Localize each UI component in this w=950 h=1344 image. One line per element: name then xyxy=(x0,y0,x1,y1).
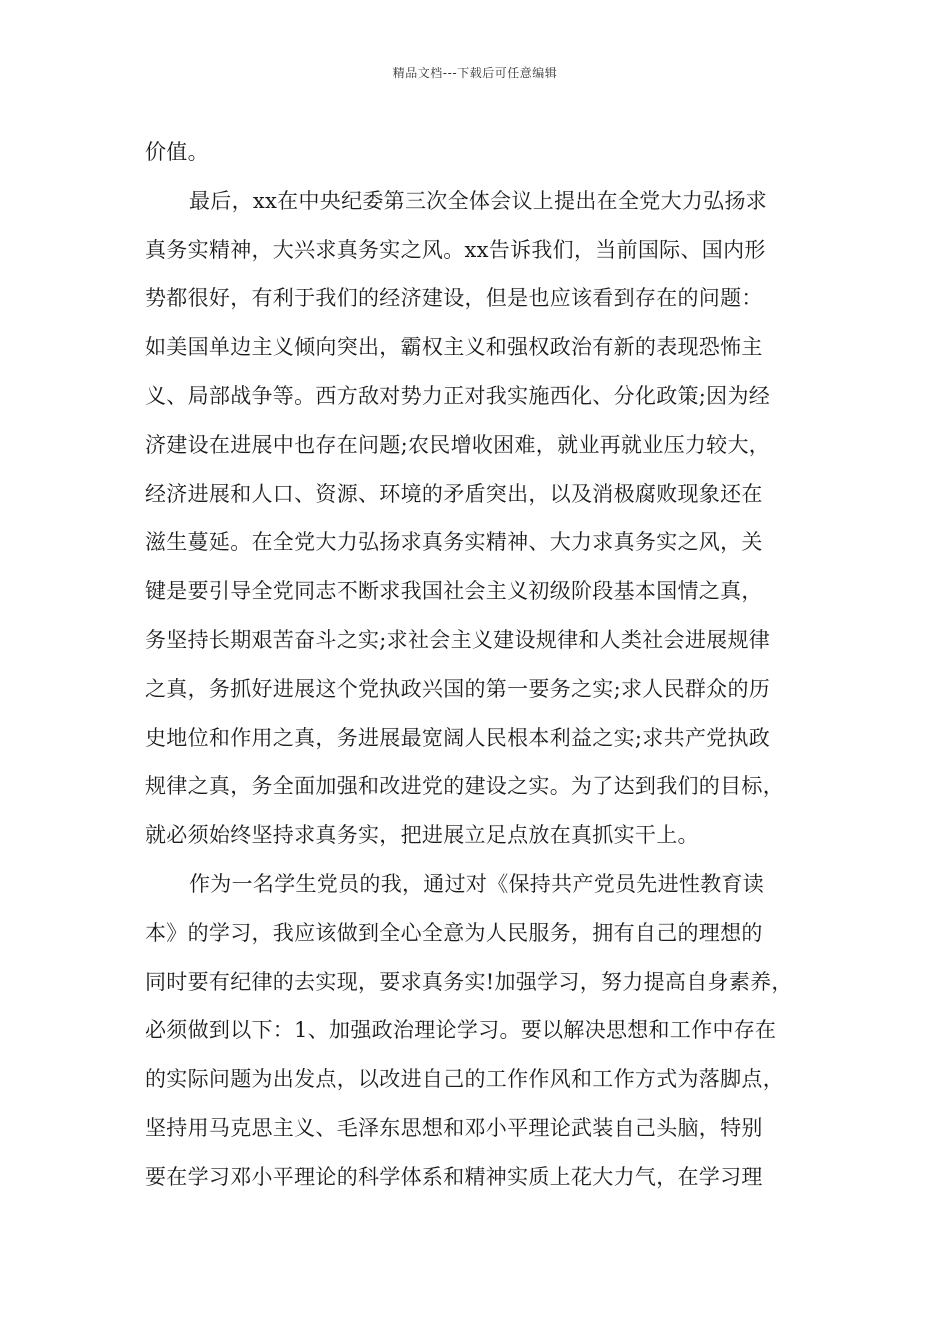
page-header: 精品文档---下载后可任意编辑 xyxy=(392,66,558,80)
text-line: 如美国单边主义倾向突出，霸权主义和强权政治有新的表现恐怖主 xyxy=(145,335,763,360)
text-line: 真务实精神，大兴求真务实之风。xx告诉我们，当前国际、国内形 xyxy=(145,237,766,262)
text-line: 键是要引导全党同志不断求我国社会主义初级阶段基本国情之真， xyxy=(145,579,763,604)
text-line: 济建设在进展中也存在问题;农民增收困难，就业再就业压力较大， xyxy=(145,432,771,457)
text-line: 史地位和作用之真，务进展最宽阔人民根本利益之实;求共产党执政 xyxy=(145,725,771,750)
text-line: 规律之真，务全面加强和改进党的建设之实。为了达到我们的目标， xyxy=(145,774,784,799)
paragraph-start-line: 作为一名学生党员的我，通过对《保持共产党员先进性教育读 xyxy=(189,871,765,896)
text-line: 经济进展和人口、资源、环境的矛盾突出，以及消极腐败现象还在 xyxy=(145,481,763,506)
text-line: 滋生蔓延。在全党大力弘扬求真务实精神、大力求真务实之风，关 xyxy=(145,530,763,555)
paragraph-start-line: 最后，xx在中央纪委第三次全体会议上提出在全党大力弘扬求 xyxy=(189,188,768,213)
text-line: 的实际问题为出发点，以改进自己的工作作风和工作方式为落脚点， xyxy=(145,1067,784,1092)
text-line: 同时要有纪律的去实现，要求真务实!加强学习，努力提高自身素养， xyxy=(145,969,793,994)
text-line: 价值。 xyxy=(145,140,209,164)
text-line: 义、局部战争等。西方敌对势力正对我实施西化、分化政策;因为经 xyxy=(145,383,771,408)
text-line: 本》的学习，我应该做到全心全意为人民服务，拥有自己的理想的 xyxy=(145,920,763,945)
text-line: 就必须始终坚持求真务实，把进展立足点放在真抓实干上。 xyxy=(145,823,699,848)
text-line: 坚持用马克思主义、毛泽东思想和邓小平理论武装自己头脑，特别 xyxy=(145,1115,763,1140)
text-line: 务坚持长期艰苦奋斗之实;求社会主义建设规律和人类社会进展规律 xyxy=(145,627,771,652)
text-line: 势都很好，有利于我们的经济建设，但是也应该看到存在的问题： xyxy=(145,286,763,311)
text-line: 必须做到以下：1、加强政治理论学习。要以解决思想和工作中存在 xyxy=(145,1018,777,1043)
text-line: 要在学习邓小平理论的科学体系和精神实质上花大力气，在学习理 xyxy=(145,1164,763,1189)
text-line: 之真，务抓好进展这个党执政兴国的第一要务之实;求人民群众的历 xyxy=(145,676,771,701)
document-body xyxy=(145,128,805,1202)
